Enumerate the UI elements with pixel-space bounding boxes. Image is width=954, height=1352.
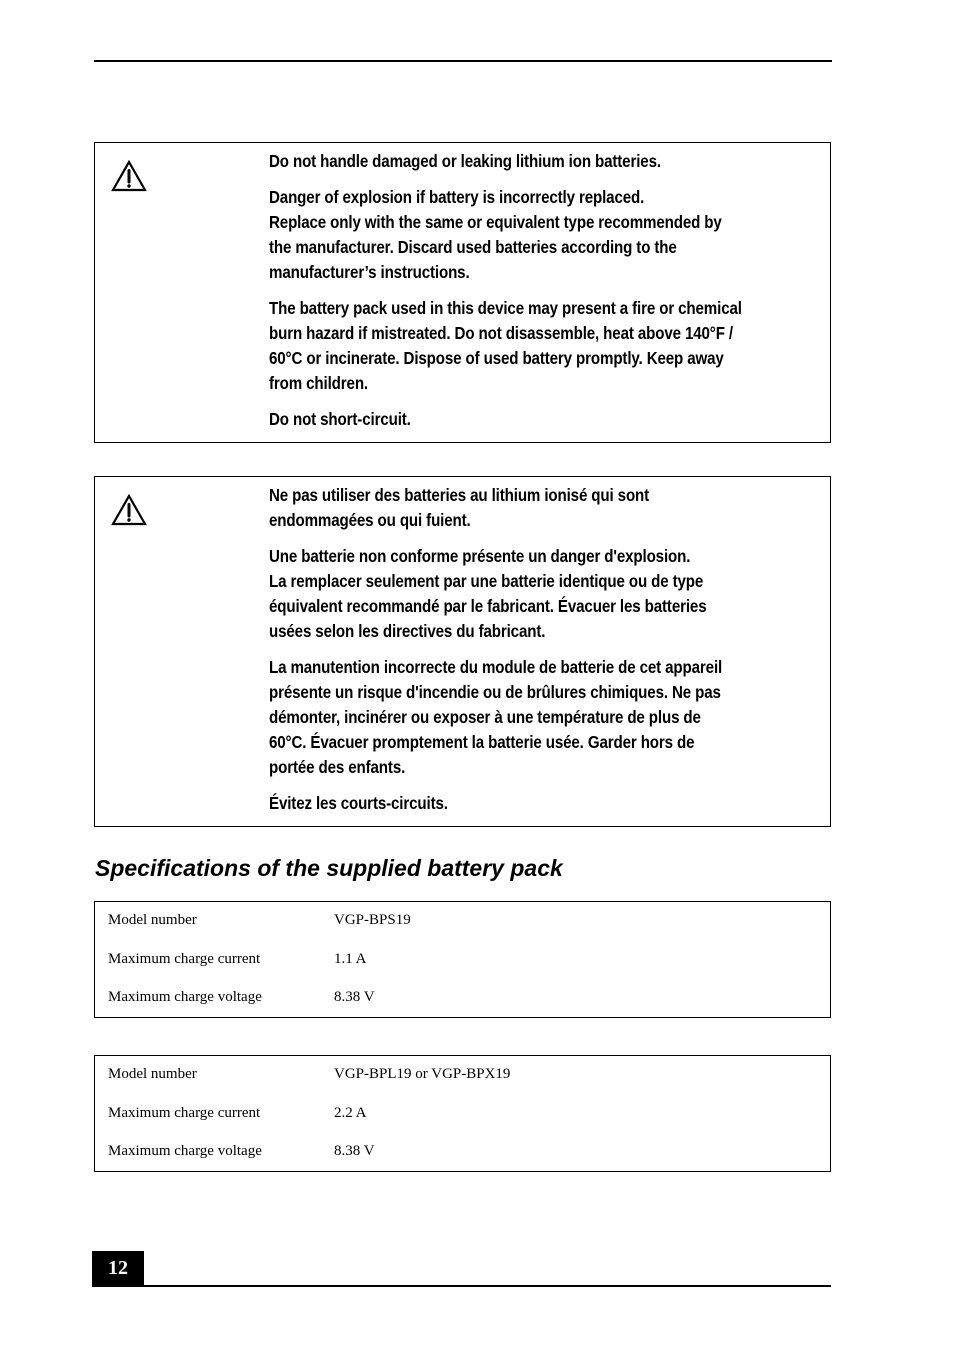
warning-text — [269, 483, 825, 827]
warning-line: démonter, incinérer ou exposer à une température de plus de — [269, 707, 701, 727]
warning-line: 60°C or incinerate. Dispose of used battery promptly. Keep away — [269, 348, 724, 368]
spec-row — [95, 949, 830, 969]
warning-box-french — [94, 476, 831, 827]
warning-line: endommagées ou qui fuient. — [269, 510, 471, 530]
spec-table — [94, 901, 831, 1018]
warning-triangle-icon — [111, 494, 147, 526]
warning-paragraph — [269, 483, 825, 533]
spec-value: 8.38 V — [334, 1143, 375, 1159]
warning-line: présente un risque d'incendie ou de brûlures chimiques. Ne pas — [269, 682, 721, 702]
warning-line: usées selon les directives du fabricant. — [269, 621, 546, 641]
warning-line: burn hazard if mistreated. Do not disassemble, heat above 140°F / — [269, 323, 733, 343]
warning-line: Do not handle damaged or leaking lithium ion batteries. — [269, 151, 661, 171]
warning-line: La manutention incorrecte du module de batterie de cet appareil — [269, 657, 723, 677]
warning-line: Danger of explosion if battery is incorrectly replaced. — [269, 187, 645, 207]
spec-value: VGP-BPS19 — [334, 912, 411, 928]
spec-row — [95, 1141, 830, 1161]
warning-line: La remplacer seulement par une batterie identique ou de type — [269, 571, 704, 591]
spec-value: 1.1 A — [334, 951, 367, 967]
warning-paragraph — [269, 407, 825, 432]
warning-line: Replace only with the same or equivalent type recommended by — [269, 212, 722, 232]
warning-line: Ne pas utiliser des batteries au lithium ionisé qui sont — [269, 485, 650, 505]
spec-value: 2.2 A — [334, 1105, 367, 1121]
warning-line: Do not short-circuit. — [269, 409, 411, 429]
spec-value: VGP-BPL19 or VGP-BPX19 — [334, 1066, 511, 1082]
warning-line: équivalent recommandé par le fabricant. Évacuer les batteries — [269, 596, 707, 616]
warning-line: manufacturer’s instructions. — [269, 262, 470, 282]
warning-line: portée des enfants. — [269, 757, 406, 777]
warning-text — [269, 149, 825, 443]
warning-line: 60°C. Évacuer promptement la batterie usée. Garder hors de — [269, 732, 695, 752]
footer-rule — [92, 1285, 831, 1287]
warning-paragraph — [269, 185, 825, 285]
warning-line: the manufacturer. Discard used batteries according to the — [269, 237, 677, 257]
spec-row — [95, 987, 830, 1007]
spec-label: Maximum charge current — [108, 951, 261, 967]
spec-row — [95, 910, 830, 930]
warning-triangle-icon — [111, 160, 147, 192]
warning-paragraph — [269, 655, 825, 780]
spec-label: Maximum charge current — [108, 1105, 261, 1121]
warning-paragraph — [269, 544, 825, 644]
spec-label: Model number — [108, 912, 197, 928]
spec-row — [95, 1064, 830, 1084]
warning-paragraph — [269, 296, 825, 396]
header-rule — [94, 60, 832, 62]
warning-paragraph — [269, 791, 825, 816]
warning-line: Évitez les courts-circuits. — [269, 793, 448, 813]
spec-label: Model number — [108, 1066, 197, 1082]
page-number: 12 — [92, 1251, 144, 1286]
spec-label: Maximum charge voltage — [108, 989, 262, 1005]
section-title: Specifications of the supplied battery pack — [95, 855, 563, 881]
warning-paragraph — [269, 149, 825, 174]
warning-line: from children. — [269, 373, 368, 393]
warning-box-english — [94, 142, 831, 443]
warning-line: Une batterie non conforme présente un danger d'explosion. — [269, 546, 691, 566]
spec-value: 8.38 V — [334, 989, 375, 1005]
warning-line: The battery pack used in this device may present a fire or chemical — [269, 298, 742, 318]
spec-row — [95, 1103, 830, 1123]
spec-label: Maximum charge voltage — [108, 1143, 262, 1159]
spec-table — [94, 1055, 831, 1172]
